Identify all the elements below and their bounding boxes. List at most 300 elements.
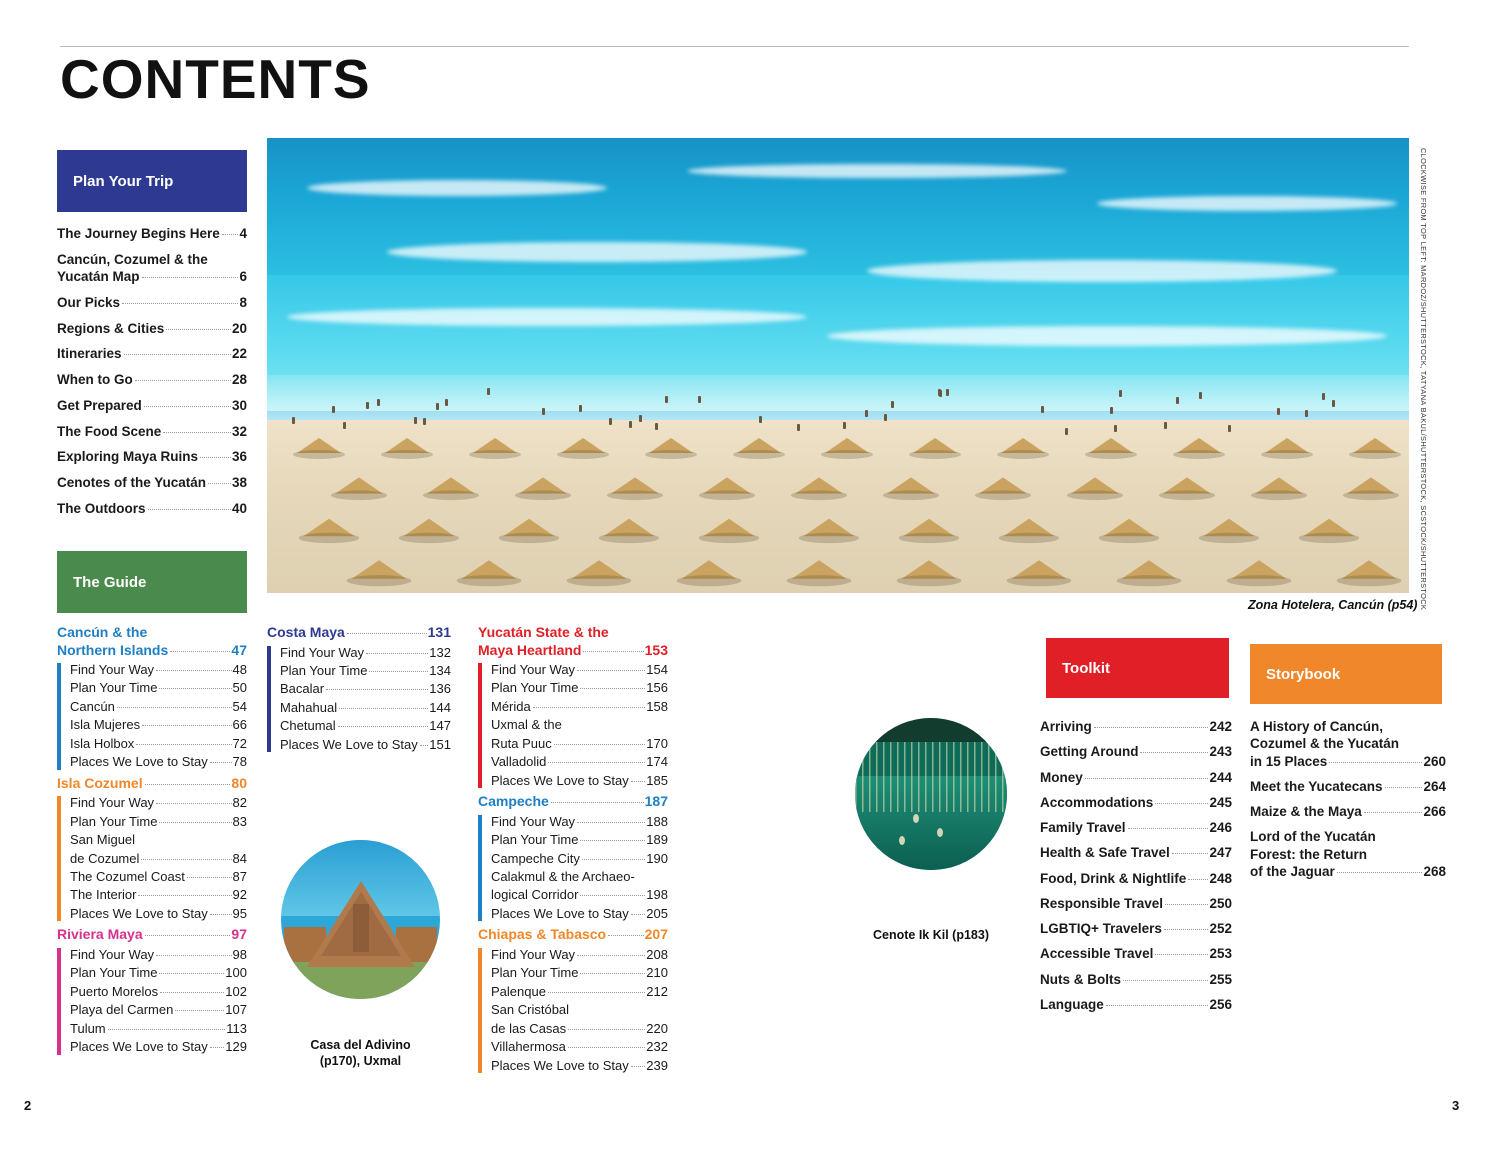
toc-subentry[interactable] [70, 698, 247, 716]
photo-wave [867, 260, 1337, 282]
photo-beachgoer [1277, 408, 1280, 415]
photo-beachgoer [639, 415, 642, 422]
leader-dots [548, 762, 645, 763]
toc-subentry-label: Mérida [491, 698, 531, 714]
toc-subitem-list [267, 644, 451, 755]
toc-subentry-label-cont: de Cozumel [70, 850, 140, 866]
toc-subentry-label: Uxmal & the [491, 717, 562, 733]
toc-entry[interactable] [1040, 895, 1232, 912]
toc-subentry-page: 190 [646, 850, 668, 866]
toc-subentry[interactable] [491, 964, 668, 982]
toc-entry-label: Language [1040, 996, 1104, 1012]
leader-dots [1364, 812, 1423, 813]
photo-palapa-umbrella [1265, 438, 1309, 453]
toc-subentry[interactable] [491, 850, 668, 868]
photo-beachgoer [1176, 397, 1179, 404]
photo-beachgoer [884, 414, 887, 421]
leader-dots [210, 762, 232, 763]
leader-dots [577, 670, 645, 671]
photo-beachgoer [1305, 410, 1308, 417]
toc-entry-label-line: Cozumel & the Yucatán [1250, 736, 1400, 752]
toc-subentry[interactable] [70, 831, 247, 868]
leader-dots [1329, 762, 1422, 763]
toc-subentry-label: Isla Holbox [70, 735, 135, 751]
toc-entry[interactable] [1040, 769, 1232, 786]
toc-entry[interactable] [1040, 971, 1232, 988]
toc-group-title-text: Isla Cozumel [57, 774, 143, 791]
toc-entry[interactable] [57, 294, 247, 311]
toc-group-title-line2 [478, 642, 668, 660]
toc-entry-label-cont: Yucatán Map [57, 269, 140, 285]
toc-entry-page: 248 [1209, 870, 1232, 886]
circle-photo-cenote-ik-kil [855, 718, 1007, 870]
leader-dots [159, 973, 224, 974]
toc-entry-label: The Outdoors [57, 500, 146, 516]
section-header-toolkit [1046, 638, 1229, 698]
toc-entry-page: 268 [1423, 863, 1446, 879]
photo-beachgoer [487, 388, 490, 395]
toc-subentry-label: Places We Love to Stay [70, 754, 208, 770]
toc-entry[interactable] [1040, 945, 1232, 962]
toc-subentry[interactable] [70, 753, 247, 771]
toc-subentry[interactable] [70, 886, 247, 904]
leader-dots [156, 955, 231, 956]
toc-entry-page: 266 [1423, 804, 1446, 820]
toc-entry-label: Health & Safe Travel [1040, 845, 1170, 861]
photo-beachgoer [1119, 390, 1122, 397]
leader-dots [631, 781, 646, 782]
toc-subentry[interactable] [491, 698, 668, 716]
photo-palapa-umbrella [649, 438, 693, 453]
leader-dots [1094, 727, 1209, 728]
toc-subentry[interactable] [70, 794, 247, 812]
toc-group-title[interactable] [478, 926, 668, 944]
photo-palapa-umbrella [1347, 477, 1395, 493]
toc-entry[interactable] [1040, 819, 1232, 836]
toc-entry-page: 243 [1209, 744, 1232, 760]
toc-subentry-label: Plan Your Time [491, 832, 579, 848]
toc-entry-last-line [1250, 803, 1446, 820]
section-header-the-guide [57, 551, 247, 613]
toc-entry[interactable] [57, 251, 247, 286]
toc-subitem-list [478, 661, 668, 790]
toc-subentry[interactable] [70, 661, 247, 679]
toc-group [478, 624, 668, 790]
toc-group [57, 624, 247, 772]
photo-palapa-umbrella [462, 560, 517, 579]
toc-group-title-cont: Maya Heartland [478, 641, 582, 658]
toc-subentry[interactable] [491, 905, 668, 923]
leader-dots [577, 955, 645, 956]
toc-subentry[interactable] [491, 716, 668, 753]
toc-entry-page: 38 [231, 475, 247, 491]
photo-palapa-umbrella [572, 560, 627, 579]
leader-dots [145, 784, 231, 785]
leader-dots [548, 992, 645, 993]
leader-dots [568, 1029, 645, 1030]
photo-beachgoer [665, 396, 668, 403]
leader-dots [200, 457, 231, 458]
leader-dots [580, 895, 645, 896]
leader-dots [117, 707, 232, 708]
toc-entry[interactable] [57, 397, 247, 414]
photo-palapa-umbrella [352, 560, 407, 579]
leader-dots [122, 303, 238, 304]
toc-entry-page: 260 [1423, 753, 1446, 769]
toc-subentry[interactable] [70, 1020, 247, 1038]
toc-entry[interactable] [57, 225, 247, 242]
toc-group-title-text: Chiapas & Tabasco [478, 926, 607, 943]
photo-wave [307, 180, 607, 196]
section-header-plan-your-trip [57, 150, 247, 212]
toc-subentry[interactable] [280, 680, 451, 698]
toc-subentry-label: Find Your Way [70, 946, 155, 962]
leader-dots [148, 509, 231, 510]
toc-entry[interactable] [1040, 996, 1232, 1013]
leader-dots [1385, 787, 1423, 788]
toc-entry-page: 40 [231, 500, 247, 516]
toc-entry-label: Get Prepared [57, 397, 142, 413]
toc-subentry-label: San Miguel [70, 832, 136, 848]
photo-palapa-umbrella [611, 477, 659, 493]
toc-entry-label: Itineraries [57, 346, 122, 362]
leader-dots [1155, 803, 1208, 804]
toc-subentry[interactable] [70, 964, 247, 982]
toc-group-color-bar [57, 948, 61, 1055]
toc-entry-page: 253 [1209, 946, 1232, 962]
photo-beachgoer [946, 389, 949, 396]
toc-entry-label-line: Lord of the Yucatán [1250, 829, 1376, 845]
photo-beachgoer [436, 403, 439, 410]
leader-dots [166, 329, 231, 330]
toc-subentry-label: Campeche City [491, 850, 580, 866]
toc-subentry-label: Places We Love to Stay [491, 1057, 629, 1073]
toc-subentry-label-cont: Ruta Puuc [491, 735, 552, 751]
toc-subentry[interactable] [491, 983, 668, 1001]
toc-subentry[interactable] [280, 662, 451, 680]
photo-palapa-umbrella [979, 477, 1027, 493]
toc-subentry-page: 232 [646, 1039, 668, 1055]
section-header-label: Plan Your Trip [73, 172, 174, 190]
toc-column-guide-3 [478, 624, 668, 1078]
toc-subentry-label: Valladolid [491, 754, 547, 770]
toc-group-title-cont: Northern Islands [57, 641, 169, 658]
toc-subentry[interactable] [70, 679, 247, 697]
photo-palapa-umbrella [703, 477, 751, 493]
photo-palapa-umbrella [1122, 560, 1177, 579]
leader-dots [222, 234, 239, 235]
toc-subentry-label: Find Your Way [491, 813, 576, 829]
toc-entry-label: Maize & the Maya [1250, 804, 1362, 820]
leader-dots [159, 822, 231, 823]
toc-entry[interactable] [1250, 718, 1446, 770]
section-header-label: Toolkit [1062, 659, 1111, 677]
toc-subentry-label: Plan Your Time [491, 965, 579, 981]
photo-cave-rim [855, 718, 1007, 742]
toc-subentry-label: Places We Love to Stay [70, 1039, 208, 1055]
toc-subentry[interactable] [491, 831, 668, 849]
toc-entry-label: Cancún, Cozumel & the [57, 251, 208, 267]
toc-subentry[interactable] [491, 1001, 668, 1038]
leader-dots [142, 277, 239, 278]
toc-entry[interactable] [57, 474, 247, 491]
toc-subentry-page: 78 [232, 754, 247, 770]
toc-subentry-page: 50 [232, 680, 247, 696]
toc-subentry-page: 185 [646, 772, 668, 788]
leader-dots [1140, 752, 1208, 753]
toc-subentry[interactable] [280, 717, 451, 735]
leader-dots [208, 483, 231, 484]
photo-wave [287, 308, 807, 326]
toc-subentry[interactable] [491, 772, 668, 790]
leader-dots [339, 708, 428, 709]
toc-group [267, 624, 451, 754]
section-header-label: Storybook [1266, 665, 1341, 683]
toc-list-plan-your-trip [57, 225, 247, 526]
toc-group-title-text: Campeche [478, 793, 549, 810]
toc-subentry-page: 134 [429, 662, 451, 678]
toc-subentry[interactable] [491, 1057, 668, 1075]
toc-entry[interactable] [1250, 803, 1446, 820]
toc-entry[interactable] [57, 345, 247, 362]
toc-entry-last-line [1250, 753, 1446, 770]
photo-beachgoer [938, 389, 941, 396]
photo-beachgoer [797, 424, 800, 431]
leader-dots [135, 380, 231, 381]
toc-entry[interactable] [1040, 920, 1232, 937]
toc-group-title[interactable] [57, 926, 247, 944]
toc-subentry-label: Places We Love to Stay [491, 772, 629, 788]
toc-entry[interactable] [57, 448, 247, 465]
toc-subentry-page: 189 [646, 832, 668, 848]
toc-group-title-line1: Cancún & the [57, 624, 148, 640]
toc-entry[interactable] [1040, 794, 1232, 811]
toc-subentry-label: The Cozumel Coast [70, 869, 185, 885]
toc-entry-label: Responsible Travel [1040, 895, 1164, 911]
toc-entry-page: 30 [231, 397, 247, 413]
toc-subentry[interactable] [70, 905, 247, 923]
toc-subentry-label: Find Your Way [491, 662, 576, 677]
toc-subentry-label: Puerto Morelos [70, 983, 159, 999]
photo-palapa-umbrella [303, 519, 354, 536]
leader-dots [160, 992, 224, 993]
toc-subentry[interactable] [280, 736, 451, 754]
toc-subentry-page: 151 [429, 736, 451, 752]
toc-entry-label: Getting Around [1040, 744, 1139, 760]
photo-stairway [353, 904, 369, 952]
toc-subentry-page: 54 [232, 698, 247, 714]
toc-entry-page: 6 [239, 269, 247, 285]
toc-subentry-label: Isla Mujeres [70, 717, 141, 733]
toc-subitem-list [478, 813, 668, 924]
toc-group [478, 793, 668, 923]
toc-group-title-line2 [57, 642, 247, 660]
toc-subentry-label: Plan Your Time [70, 813, 158, 829]
toc-subentry[interactable] [70, 868, 247, 886]
photo-beachgoer [843, 422, 846, 429]
leader-dots [568, 1047, 645, 1048]
toc-group-color-bar [478, 663, 482, 788]
toc-subentry-label: Chetumal [280, 718, 336, 734]
toc-group-title[interactable] [478, 624, 668, 659]
toc-subentry-page: 84 [232, 850, 247, 866]
toc-subentry-page: 198 [646, 887, 668, 903]
leader-dots [170, 651, 230, 652]
toc-subentry-page: 95 [232, 905, 247, 921]
toc-subentry[interactable] [491, 868, 668, 905]
toc-subentry-page: 136 [429, 681, 451, 697]
leader-dots [580, 688, 645, 689]
toc-subentry-label: Plan Your Time [280, 662, 368, 678]
toc-group-title[interactable] [478, 793, 668, 811]
photo-palapa-umbrella [1001, 438, 1045, 453]
toc-entry[interactable] [1250, 778, 1446, 795]
photo-beachgoer [698, 396, 701, 403]
photo-beachgoer [1164, 422, 1167, 429]
toc-entry[interactable] [1040, 870, 1232, 887]
toc-entry[interactable] [57, 500, 247, 517]
page-number-right: 3 [1452, 1098, 1460, 1113]
leader-dots [108, 1029, 226, 1030]
toc-subentry[interactable] [70, 946, 247, 964]
photo-palapa-umbrella [519, 477, 567, 493]
toc-subentry-label-cont: de las Casas [491, 1020, 567, 1036]
toc-subentry[interactable] [491, 1038, 668, 1056]
photo-palapa-umbrella [737, 438, 781, 453]
toc-entry-label: LGBTIQ+ Travelers [1040, 921, 1162, 937]
toc-entry-page: 28 [231, 372, 247, 388]
toc-entry-page: 4 [239, 226, 247, 241]
page-title: CONTENTS [60, 48, 371, 110]
photo-beachgoer [414, 417, 417, 424]
photo-swimmer [913, 814, 919, 823]
toc-subentry-label: Bacalar [280, 681, 325, 697]
section-header-storybook [1250, 644, 1442, 704]
toc-subentry-page: 113 [226, 1020, 247, 1036]
toc-subentry[interactable] [70, 1001, 247, 1019]
leader-dots [159, 688, 231, 689]
toc-entry-last-line [1250, 863, 1446, 880]
photo-palapa-umbrella [1203, 519, 1254, 536]
toc-subentry-page: 48 [232, 662, 247, 677]
leader-dots [326, 689, 428, 690]
toc-entry-page: 247 [1209, 845, 1232, 861]
photo-palapa-umbrella [561, 438, 605, 453]
leader-dots [369, 671, 428, 672]
toc-entry-label-line: Forest: the Return [1250, 846, 1368, 862]
toc-group-title[interactable] [57, 775, 247, 793]
toc-entry[interactable] [1040, 844, 1232, 861]
leader-dots [338, 726, 429, 727]
toc-subentry[interactable] [70, 735, 247, 753]
toc-subentry[interactable] [70, 716, 247, 734]
leader-dots [554, 744, 646, 745]
leader-dots [210, 914, 232, 915]
leader-dots [136, 744, 231, 745]
leader-dots [1128, 828, 1209, 829]
leader-dots [577, 822, 645, 823]
toc-subentry-line2 [491, 735, 668, 753]
toc-subentry-page: 82 [232, 795, 247, 811]
toc-entry[interactable] [57, 371, 247, 388]
toc-entry[interactable] [1040, 743, 1232, 760]
toc-list-storybook [1250, 718, 1446, 888]
toc-entry[interactable] [1040, 718, 1232, 735]
photo-beachgoer [1041, 406, 1044, 413]
leader-dots [631, 1066, 646, 1067]
leader-dots [156, 670, 231, 671]
toc-subentry-label: The Interior [70, 887, 137, 903]
toc-entry-page: 32 [231, 423, 247, 439]
toc-subentry-page: 129 [225, 1039, 247, 1055]
caption-casa-del-adivino [281, 1038, 440, 1069]
toc-subentry-label: Find Your Way [70, 795, 155, 811]
toc-entry-label: Regions & Cities [57, 320, 165, 336]
toc-entry[interactable] [1250, 828, 1446, 880]
toc-subentry-label: Villahermosa [491, 1039, 566, 1055]
toc-subentry-label: Calakmul & the Archaeo- [491, 869, 635, 885]
toc-entry[interactable] [57, 423, 247, 440]
toc-subentry[interactable] [491, 813, 668, 831]
leader-dots [141, 859, 231, 860]
toc-subentry-page: 239 [646, 1057, 668, 1073]
toc-entry-label: Nuts & Bolts [1040, 971, 1121, 987]
toc-group-color-bar [57, 796, 61, 921]
toc-entry-label: Our Picks [57, 294, 121, 310]
leader-dots [1165, 904, 1208, 905]
toc-subentry[interactable] [70, 983, 247, 1001]
leader-dots [1123, 980, 1208, 981]
toc-subentry-label: Find Your Way [70, 662, 155, 677]
photo-palapa-umbrella [1103, 519, 1154, 536]
photo-beachgoer [332, 406, 335, 413]
toc-subentry[interactable] [280, 644, 451, 662]
toc-group-page: 187 [644, 793, 668, 810]
toc-entry-label: Money [1040, 769, 1083, 785]
toc-entry-label: Arriving [1040, 719, 1092, 734]
photo-swimmer [937, 828, 943, 837]
toc-entry-label: Exploring Maya Ruins [57, 449, 199, 465]
toc-subentry-label: Mahahual [280, 699, 338, 715]
toc-subentry-page: 147 [429, 718, 451, 734]
toc-subentry[interactable] [280, 699, 451, 717]
toc-subitem-list [57, 946, 247, 1057]
toc-subentry-label: Find Your Way [491, 946, 576, 962]
photo-palapa-umbrella [503, 519, 554, 536]
toc-subentry-page: 170 [646, 735, 668, 751]
photo-palapa-umbrella [427, 477, 475, 493]
toc-subentry[interactable] [491, 679, 668, 697]
toc-subentry[interactable] [491, 946, 668, 964]
toc-subentry[interactable] [491, 661, 668, 679]
leader-dots [631, 914, 646, 915]
toc-group-title[interactable] [57, 624, 247, 659]
toc-subentry-line2 [70, 850, 247, 868]
photo-beachgoer [292, 417, 295, 424]
toc-subentry-line2 [491, 886, 668, 904]
toc-subentry[interactable] [491, 753, 668, 771]
toc-entry-label: Cenotes of the Yucatán [57, 475, 207, 491]
toc-subentry-page: 107 [225, 1002, 247, 1018]
leader-dots [1164, 929, 1209, 930]
page-number-left: 2 [24, 1098, 32, 1113]
toc-subentry[interactable] [70, 1038, 247, 1056]
toc-subentry[interactable] [70, 813, 247, 831]
toc-group-title[interactable] [267, 624, 451, 642]
toc-entry[interactable] [57, 320, 247, 337]
photo-swimmer [899, 836, 905, 845]
photo-palapa-umbrella [913, 438, 957, 453]
